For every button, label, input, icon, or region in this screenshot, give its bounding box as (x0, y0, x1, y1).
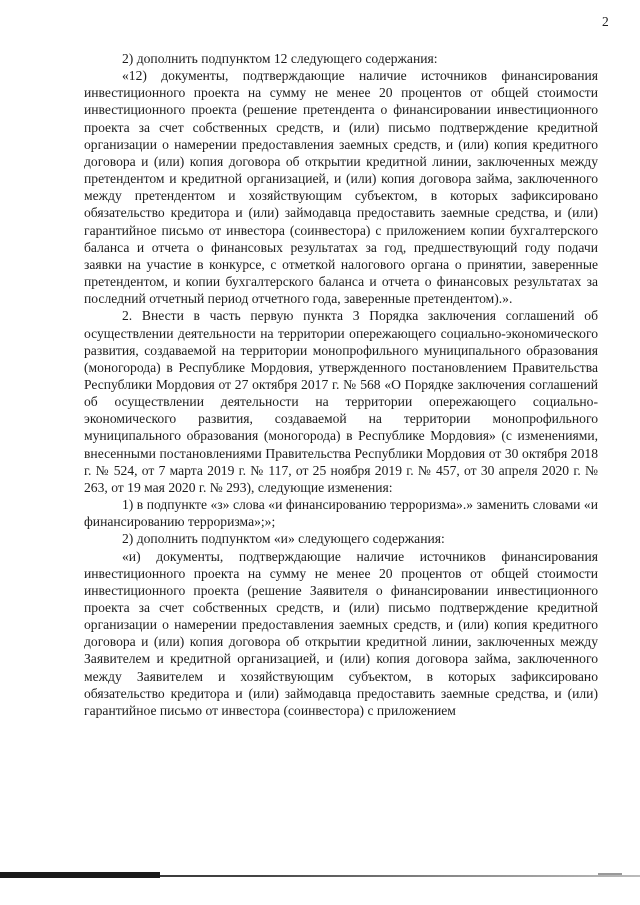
paragraph-change-2: 2) дополнить подпунктом «и» следующего содержания: (122, 531, 445, 547)
document-body (84, 50, 598, 719)
scan-edge-artifact (0, 870, 640, 880)
paragraph-subitem-12-text: «12) документы, подтверждающие наличие источников финансирования инвестиционного проекта на сумму не менее 20 процентов от общей стоимости инвестиционного проекта (решение претендента о финансировании инвестиционного проекта за счет собственных средств, и (или) письмо подтверждение кредитной организации о намерении предоставления заемных средств, и (или) копия кредитного договора и (или) копия договора об открытии кредитной линии, заключенных между претендентом и кредитной организацией, и (или) копия договора займа, заключенного между претендентом и хозяйствующим субъектом, в которых зафиксировано обязательство кредитора и (или) займодавца предоставить заемные средства, и (или) гарантийное письмо от инвестора (соинвестора) с приложением копии бухгалтерского баланса и отчета о финансовых результатах за год, предшествующий году подачи заявки на участие в конкурсе, с отметкой налогового органа о принятии, заверенные претендентом, и копии бухгалтерского баланса и отчета о финансовых результатах за последний отчетный период отчетного года, заверенные претендентом).». (84, 68, 598, 307)
paragraph-item-2: 2. Внести в часть первую пункта 3 Порядка заключения соглашений об осуществлении деятельности на территории опережающего социально-экономического развития, создаваемой на территории монопрофильного муниципального образования (моногорода) в Республике Мордовия, утвержденного постановлением Правительства Республики Мордовия от 27 октября 2017 г. № 568 «О Порядке заключения соглашений об осуществлении деятельности на территории опережающего социально-экономического развития, создаваемой на территории монопрофильного муниципального образования (моногорода) в Республике Мордовия» (с изменениями, внесенными постановлениями Правительства Республики Мордовия от 30 октября 2018 г. № 524, от 7 марта 2019 г. № 117, от 25 ноября 2019 г. № 457, от 30 апреля 2020 г. № 263, от 19 мая 2020 г. № 293), следующие изменения: (84, 308, 598, 495)
paragraph-subitem-i-text: «и) документы, подтверждающие наличие источников финансирования инвестиционного проекта на сумму не менее 20 процентов от общей стоимости инвестиционного проекта (решение Заявителя о финансировании инвестиционного проекта за счет собственных средств, и (или) письмо подтверждение кредитной организации о намерении предоставления заемных средств, и (или) копия кредитного договора и (или) копия договора об открытии кредитной линии, заключенных между Заявителем и кредитной организацией, и (или) копия договора займа, заключенного между Заявителем и хозяйствующим субъектом, в которых зафиксировано обязательство кредитора и (или) займодавца предоставить заемные средства, и (или) гарантийное письмо от инвестора (соинвестора) с приложением (84, 548, 598, 718)
paragraph-subitem-2-intro: 2) дополнить подпунктом 12 следующего содержания: (122, 51, 438, 66)
paragraph-change-1: 1) в подпункте «з» слова «и финансированию терроризма».» заменить словами «и финансированию терроризма»;»; (84, 497, 598, 530)
page-number: 2 (602, 14, 609, 29)
